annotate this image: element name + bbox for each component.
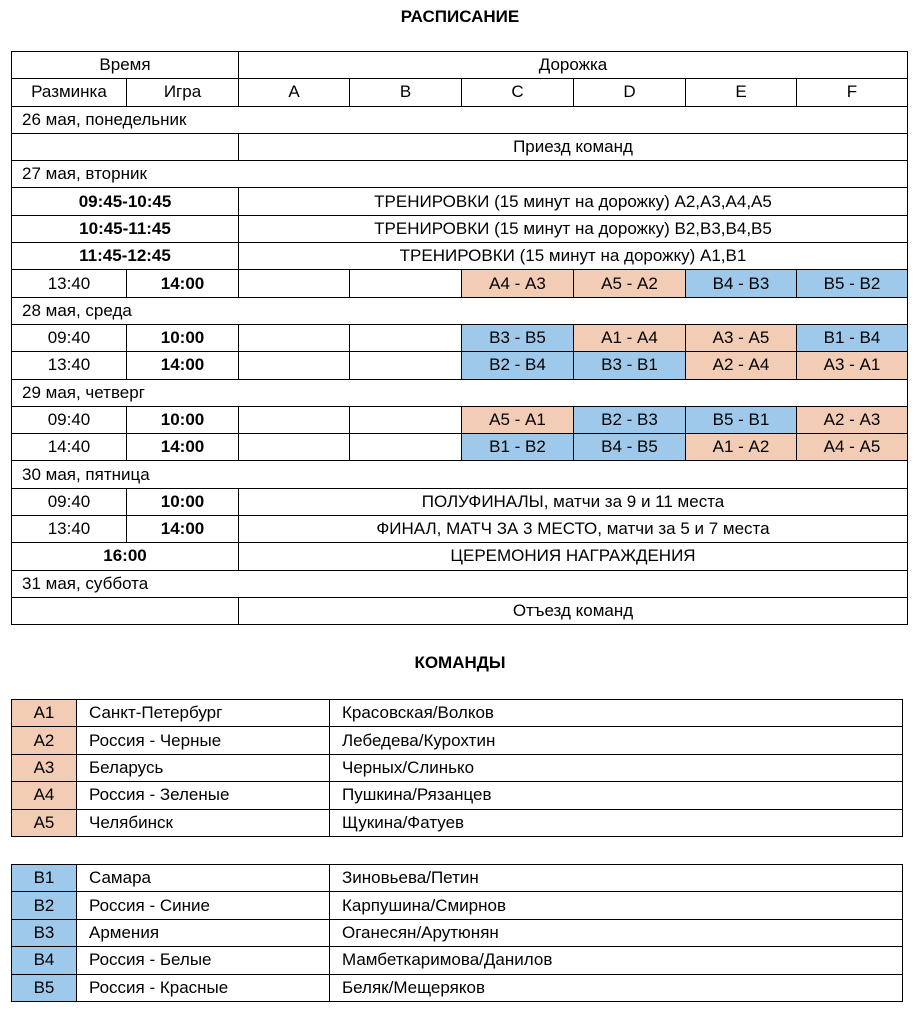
empty-time-cell [12, 597, 239, 624]
game-header: Игра [127, 79, 239, 106]
header-row-1 [12, 52, 908, 79]
team-row [12, 919, 903, 946]
training-text: ТРЕНИРОВКИ (15 минут на дорожку) А2,А3,А4,А5 [239, 188, 908, 215]
game-row [12, 434, 908, 461]
warmup-time: 09:40 [12, 488, 127, 515]
match-cell: В3 - В5 [462, 324, 574, 351]
lane-f-header: F [797, 79, 908, 106]
lane-a-empty [239, 324, 350, 351]
event-row [12, 133, 908, 160]
team-name: Россия - Белые [77, 947, 330, 974]
team-code: В4 [12, 947, 77, 974]
match-cell: А4 - А5 [797, 434, 908, 461]
team-players: Щукина/Фатуев [330, 809, 903, 836]
match-cell: В4 - В3 [686, 270, 797, 297]
lane-b-header: B [350, 79, 462, 106]
schedule-table [11, 51, 908, 625]
lane-a-empty [239, 352, 350, 379]
schedule-title: РАСПИСАНИЕ [400, 7, 520, 26]
lane-c-header: C [462, 79, 574, 106]
team-players: Оганесян/Арутюнян [330, 919, 903, 946]
empty-time-cell [12, 133, 239, 160]
game-time: 10:00 [127, 406, 239, 433]
game-time: 14:00 [127, 270, 239, 297]
game-time: 14:00 [127, 434, 239, 461]
game-time: 14:00 [127, 516, 239, 543]
day-row [12, 461, 908, 488]
day-label: 31 мая, суббота [12, 570, 908, 597]
training-row [12, 243, 908, 270]
training-row [12, 215, 908, 242]
team-code: В2 [12, 892, 77, 919]
team-players: Зиновьева/Петин [330, 865, 903, 892]
lane-d-header: D [574, 79, 686, 106]
team-players: Черных/Слинько [330, 754, 903, 781]
match-cell: А2 - А3 [797, 406, 908, 433]
lane-a-empty [239, 270, 350, 297]
warmup-time: 13:40 [12, 270, 127, 297]
team-players: Карпушина/Смирнов [330, 892, 903, 919]
match-cell: А5 - А1 [462, 406, 574, 433]
team-players: Беляк/Мещеряков [330, 974, 903, 1001]
lane-b-empty [350, 324, 462, 351]
match-cell: А1 - А4 [574, 324, 686, 351]
team-row [12, 700, 903, 727]
event-row [12, 597, 908, 624]
game-row [12, 270, 908, 297]
warmup-time: 13:40 [12, 352, 127, 379]
team-row [12, 809, 903, 836]
game-time: 10:00 [127, 324, 239, 351]
match-cell: В4 - В5 [574, 434, 686, 461]
game-row [12, 516, 908, 543]
ceremony-row [12, 543, 908, 570]
team-name: Самара [77, 865, 330, 892]
day-label: 26 мая, понедельник [12, 106, 908, 133]
day-row [12, 161, 908, 188]
time-header: Время [12, 52, 239, 79]
team-row [12, 865, 903, 892]
ceremony-time: 16:00 [12, 543, 239, 570]
team-code: А2 [12, 727, 77, 754]
training-text: ТРЕНИРОВКИ (15 минут на дорожку) А1,В1 [239, 243, 908, 270]
training-row [12, 188, 908, 215]
match-cell: А3 - А5 [686, 324, 797, 351]
day-row [12, 570, 908, 597]
warmup-time: 13:40 [12, 516, 127, 543]
warmup-time: 14:40 [12, 434, 127, 461]
stage-text: ФИНАЛ, МАТЧ ЗА 3 МЕСТО, матчи за 5 и 7 места [239, 516, 908, 543]
day-label: 27 мая, вторник [12, 161, 908, 188]
day-row [12, 106, 908, 133]
team-code: А3 [12, 754, 77, 781]
match-cell: В1 - В2 [462, 434, 574, 461]
team-code: А1 [12, 700, 77, 727]
match-cell: В5 - В1 [686, 406, 797, 433]
team-row [12, 947, 903, 974]
match-cell: В1 - В4 [797, 324, 908, 351]
day-label: 30 мая, пятница [12, 461, 908, 488]
game-row [12, 488, 908, 515]
game-row [12, 352, 908, 379]
team-row [12, 974, 903, 1001]
match-cell: А2 - А4 [686, 352, 797, 379]
event-label: Отъезд команд [239, 597, 908, 624]
lane-b-empty [350, 434, 462, 461]
match-cell: В5 - В2 [797, 270, 908, 297]
team-code: А5 [12, 809, 77, 836]
day-row [12, 297, 908, 324]
game-time: 14:00 [127, 352, 239, 379]
team-row [12, 782, 903, 809]
team-name: Беларусь [77, 754, 330, 781]
stage-text: ПОЛУФИНАЛЫ, матчи за 9 и 11 места [239, 488, 908, 515]
team-code: А4 [12, 782, 77, 809]
lane-header: Дорожка [239, 52, 908, 79]
team-players: Лебедева/Курохтин [330, 727, 903, 754]
warmup-header: Разминка [12, 79, 127, 106]
lane-a-empty [239, 434, 350, 461]
header-row-2 [12, 79, 908, 106]
team-name: Россия - Зеленые [77, 782, 330, 809]
match-cell: В3 - В1 [574, 352, 686, 379]
team-name: Челябинск [77, 809, 330, 836]
day-label: 29 мая, четверг [12, 379, 908, 406]
lane-b-empty [350, 352, 462, 379]
training-time: 11:45-12:45 [12, 243, 239, 270]
training-time: 09:45-10:45 [12, 188, 239, 215]
lane-b-empty [350, 270, 462, 297]
teams-table-a [11, 699, 903, 837]
teams-title: КОМАНДЫ [414, 653, 506, 672]
team-name: Армения [77, 919, 330, 946]
team-row [12, 754, 903, 781]
team-code: В3 [12, 919, 77, 946]
training-text: ТРЕНИРОВКИ (15 минут на дорожку) В2,В3,В4,В5 [239, 215, 908, 242]
match-cell: В2 - В4 [462, 352, 574, 379]
team-players: Мамбеткаримова/Данилов [330, 947, 903, 974]
lane-a-empty [239, 406, 350, 433]
match-cell: А1 - А2 [686, 434, 797, 461]
team-name: Санкт-Петербург [77, 700, 330, 727]
warmup-time: 09:40 [12, 406, 127, 433]
match-cell: А3 - А1 [797, 352, 908, 379]
team-row [12, 892, 903, 919]
lane-e-header: E [686, 79, 797, 106]
team-name: Россия - Синие [77, 892, 330, 919]
team-row [12, 727, 903, 754]
match-cell: В2 - В3 [574, 406, 686, 433]
training-time: 10:45-11:45 [12, 215, 239, 242]
ceremony-text: ЦЕРЕМОНИЯ НАГРАЖДЕНИЯ [239, 543, 908, 570]
warmup-time: 09:40 [12, 324, 127, 351]
match-cell: А4 - А3 [462, 270, 574, 297]
team-players: Пушкина/Рязанцев [330, 782, 903, 809]
lane-a-header: A [239, 79, 350, 106]
lane-b-empty [350, 406, 462, 433]
team-name: Россия - Красные [77, 974, 330, 1001]
game-time: 10:00 [127, 488, 239, 515]
match-cell: А5 - А2 [574, 270, 686, 297]
team-code: В1 [12, 865, 77, 892]
team-name: Россия - Черные [77, 727, 330, 754]
team-code: В5 [12, 974, 77, 1001]
team-players: Красовская/Волков [330, 700, 903, 727]
game-row [12, 324, 908, 351]
teams-table-b [11, 864, 903, 1002]
day-label: 28 мая, среда [12, 297, 908, 324]
game-row [12, 406, 908, 433]
event-label: Приезд команд [239, 133, 908, 160]
day-row [12, 379, 908, 406]
